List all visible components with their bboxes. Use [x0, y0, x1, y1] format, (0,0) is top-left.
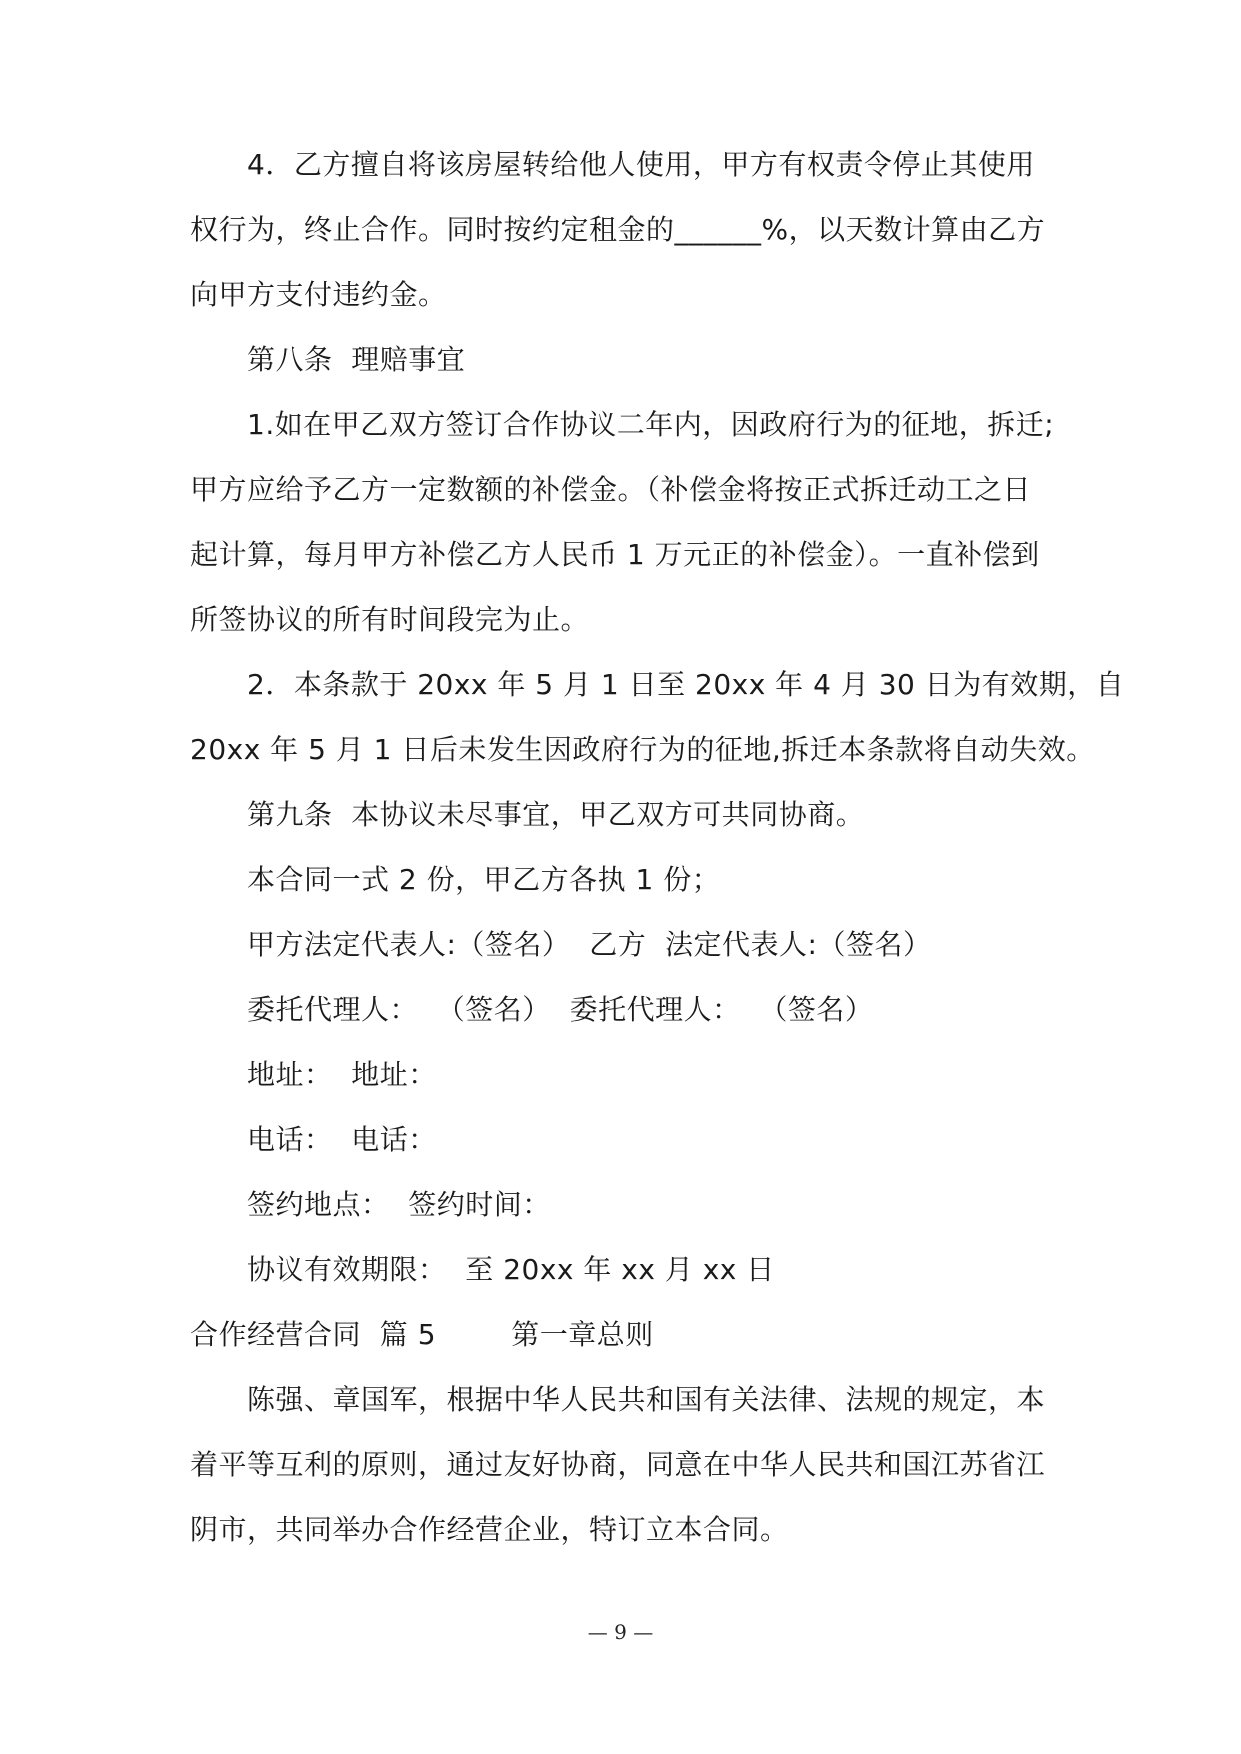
signature-line: 委托代理人： （签名） 委托代理人： （签名）: [247, 993, 874, 1026]
paragraph-line: 2．本条款于 20xx 年 5 月 1 日至 20xx 年 4 月 30 日为有效期，自: [247, 668, 1125, 701]
paragraph-line: 20xx 年 5 月 1 日后未发生因政府行为的征地,拆迁本条款将自动失效。: [190, 733, 1095, 766]
paragraph-line: 权行为，终止合作。同时按约定租金的______%，以天数计算由乙方: [190, 213, 1046, 246]
paragraph-line: 所签协议的所有时间段完为止。: [190, 603, 590, 636]
section-heading: 第九条 本协议未尽事宜，甲乙双方可共同协商。: [247, 798, 865, 831]
paragraph-line: 着平等互利的原则，通过友好协商，同意在中华人民共和国江苏省江: [190, 1448, 1046, 1481]
section-heading: 第八条 理赔事宜: [247, 343, 466, 376]
page-number: — 9 —: [587, 1620, 654, 1644]
paragraph-line: 4．乙方擅自将该房屋转给他人使用，甲方有权责令停止其使用: [247, 148, 1035, 181]
paragraph-line: 向甲方支付违约金。: [190, 278, 447, 311]
address-line: 地址： 地址：: [247, 1058, 437, 1091]
paragraph-line: 陈强、章国军，根据中华人民共和国有关法律、法规的规定，本: [247, 1383, 1046, 1416]
validity-line: 协议有效期限： 至 20xx 年 xx 月 xx 日: [247, 1253, 775, 1286]
paragraph-line: 本合同一式 2 份，甲乙方各执 1 份；: [247, 863, 721, 896]
phone-line: 电话： 电话：: [247, 1123, 437, 1156]
chapter-title: 合作经营合同 篇 5 第一章总则: [190, 1318, 654, 1351]
paragraph-line: 1.如在甲乙双方签订合作协议二年内，因政府行为的征地，拆迁;: [247, 408, 1055, 441]
paragraph-line: 甲方应给予乙方一定数额的补偿金。（补偿金将按正式拆迁动工之日: [190, 473, 1032, 506]
signing-place-line: 签约地点： 签约时间：: [247, 1188, 551, 1221]
signature-line: 甲方法定代表人:（签名） 乙方 法定代表人:（签名）: [247, 928, 932, 961]
paragraph-line: 阴市，共同举办合作经营企业，特订立本合同。: [190, 1513, 789, 1546]
paragraph-line: 起计算，每月甲方补偿乙方人民币 1 万元正的补偿金）。一直补偿到: [190, 538, 1040, 571]
